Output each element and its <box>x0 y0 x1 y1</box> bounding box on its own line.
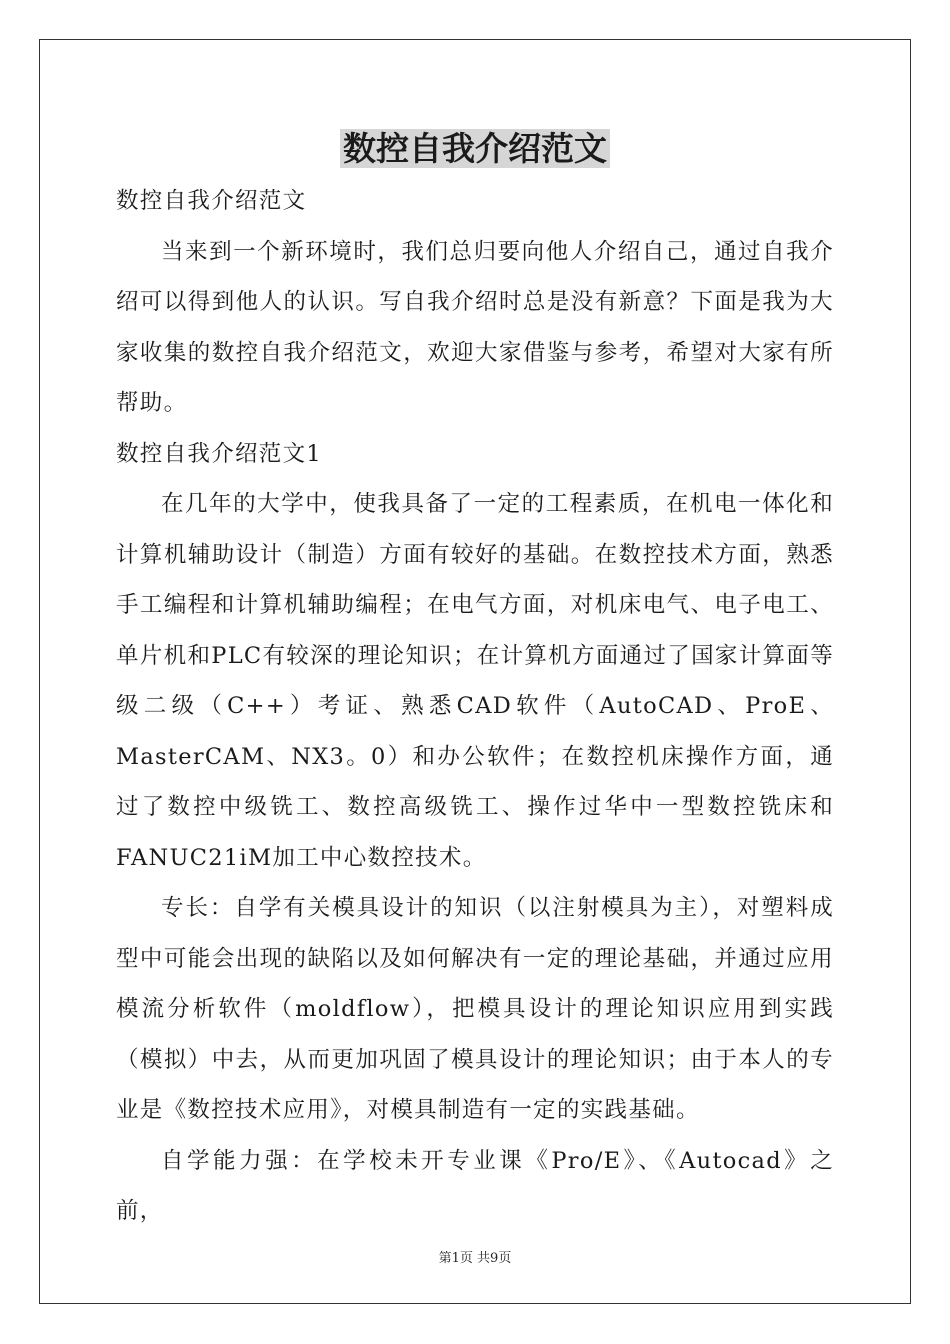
page-footer: 第1页 共9页 <box>438 1251 512 1266</box>
intro-paragraph: 当来到一个新环境时，我们总归要向他人介绍自己，通过自我介绍可以得到他人的认识。写自我介绍时总是没有新意？下面是我为大家收集的数控自我介绍范文，欢迎大家借鉴与参考，希望对大家有所帮助。 <box>116 238 834 416</box>
document-title-text: 数控自我介绍范文 <box>340 129 610 168</box>
subtitle-paragraph: 数控自我介绍范文 <box>116 188 307 214</box>
body-paragraph: 在几年的大学中，使我具备了一定的工程素质，在机电一体化和计算机辅助设计（制造）方面有较好的基础。在数控技术方面，熟悉手工编程和计算机辅助编程；在电气方面，对机床电气、电子电工、单片机和PLC有较深的理论知识；在计算机方面通过了国家计算面等级二级（C++）考证、熟悉CAD软件（AutoCAD、ProE、MasterCAM、NX3。0）和办公软件；在数控机床操作方面，通过了数控中级铣工、数控高级铣工、操作过华中一型数控铣床和FANUC21iM加工中心数控技术。 <box>116 491 834 871</box>
document-body <box>116 176 834 1237</box>
document-title <box>0 124 950 174</box>
body-paragraph: 自学能力强：在学校未开专业课《Pro/E》、《Autocad》之前， <box>116 1147 834 1224</box>
body-paragraph: 专长：自学有关模具设计的知识（以注射模具为主），对塑料成型中可能会出现的缺陷以及如何解决有一定的理论基础，并通过应用模流分析软件（moldflow），把模具设计的理论知识应用到实践（模拟）中去，从而更加巩固了模具设计的理论知识；由于本人的专业是《数控技术应用》，对模具制造有一定的实践基础。 <box>116 895 834 1123</box>
section-heading: 数控自我介绍范文1 <box>116 440 323 467</box>
